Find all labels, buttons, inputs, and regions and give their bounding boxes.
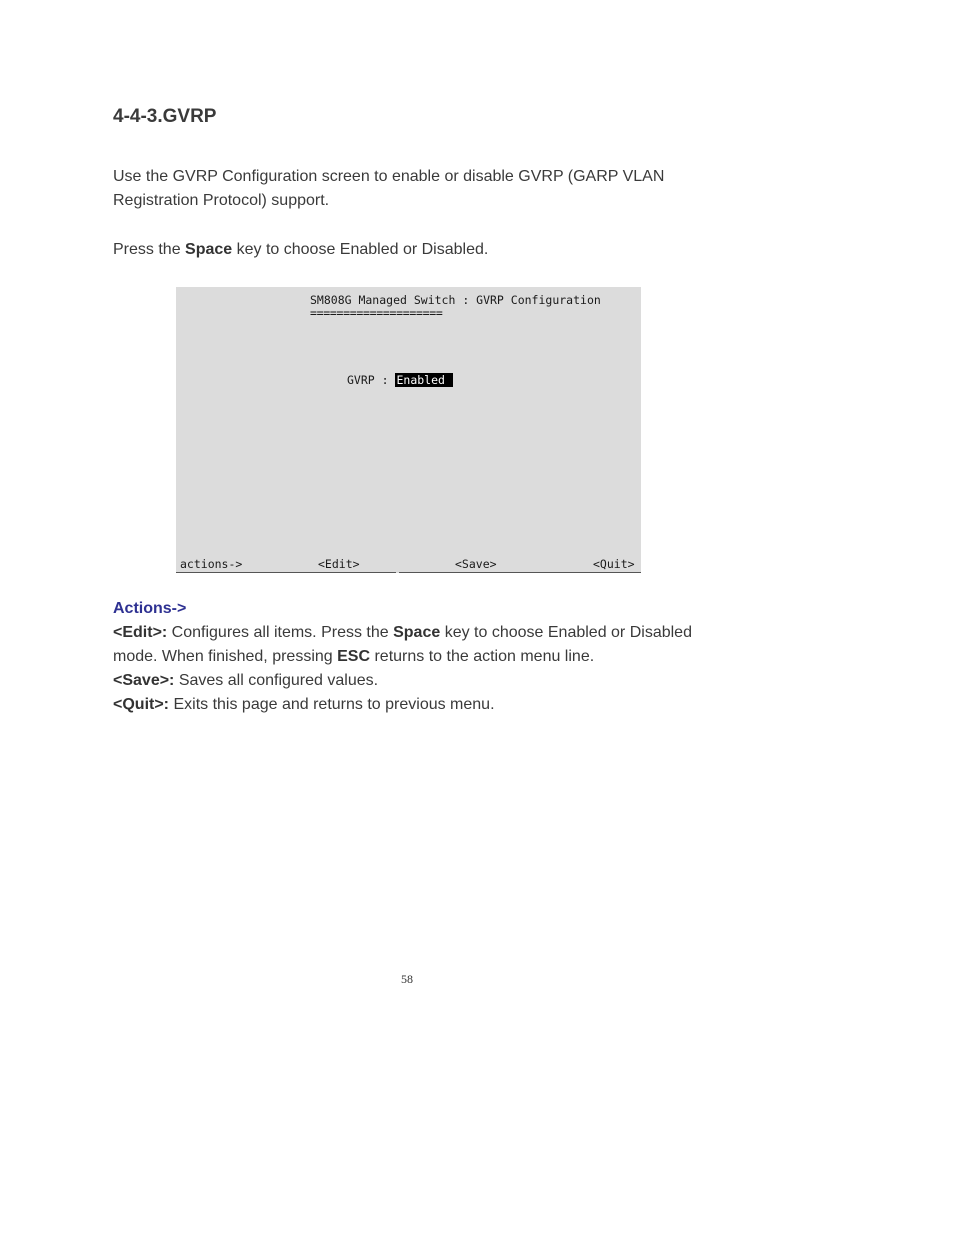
- action-bar-divider: [176, 572, 396, 573]
- edit-text-3: returns to the action menu line.: [370, 648, 595, 665]
- edit-term: <Edit>:: [113, 624, 168, 641]
- quit-description: [113, 693, 733, 717]
- edit-text-2: key to choose Enabled or Disabled mode. When finished, pressing: [113, 624, 692, 665]
- press-suffix: key to choose Enabled or Disabled.: [232, 241, 489, 258]
- quit-text: Exits this page and returns to previous menu.: [169, 696, 495, 713]
- intro-paragraph: Use the GVRP Configuration screen to enable or disable GVRP (GARP VLAN Registration Protocol) support.: [113, 168, 665, 209]
- press-space-paragraph: [113, 238, 733, 262]
- quit-action[interactable]: <Quit>: [593, 557, 635, 571]
- save-description: [113, 669, 733, 693]
- gvrp-field: [347, 373, 453, 387]
- action-bar-divider: [399, 572, 641, 573]
- gvrp-field-label: GVRP :: [347, 373, 396, 387]
- edit-text-1: Configures all items. Press the: [167, 624, 394, 641]
- edit-space-key: Space: [393, 624, 441, 641]
- gvrp-terminal-screenshot: [176, 287, 641, 573]
- press-prefix: Press the: [113, 241, 186, 258]
- save-action[interactable]: <Save>: [455, 557, 497, 571]
- edit-action[interactable]: <Edit>: [318, 557, 360, 571]
- edit-description: [113, 621, 733, 669]
- quit-term: <Quit>:: [113, 696, 170, 713]
- terminal-title: SM808G Managed Switch : GVRP Configuration: [310, 293, 601, 307]
- save-term: <Save>:: [113, 672, 175, 689]
- section-heading: 4-4-3.GVRP: [113, 106, 217, 127]
- gvrp-field-value[interactable]: Enabled: [395, 373, 452, 387]
- save-text: Saves all configured values.: [174, 672, 379, 689]
- terminal-title-underline: ====================: [310, 306, 443, 320]
- edit-esc-key: ESC: [337, 648, 371, 665]
- actions-title: Actions->: [113, 600, 187, 617]
- space-key: Space: [185, 241, 233, 258]
- actions-menu-label: actions->: [180, 557, 243, 571]
- terminal-action-bar: [176, 557, 641, 573]
- page-number: 58: [401, 972, 413, 986]
